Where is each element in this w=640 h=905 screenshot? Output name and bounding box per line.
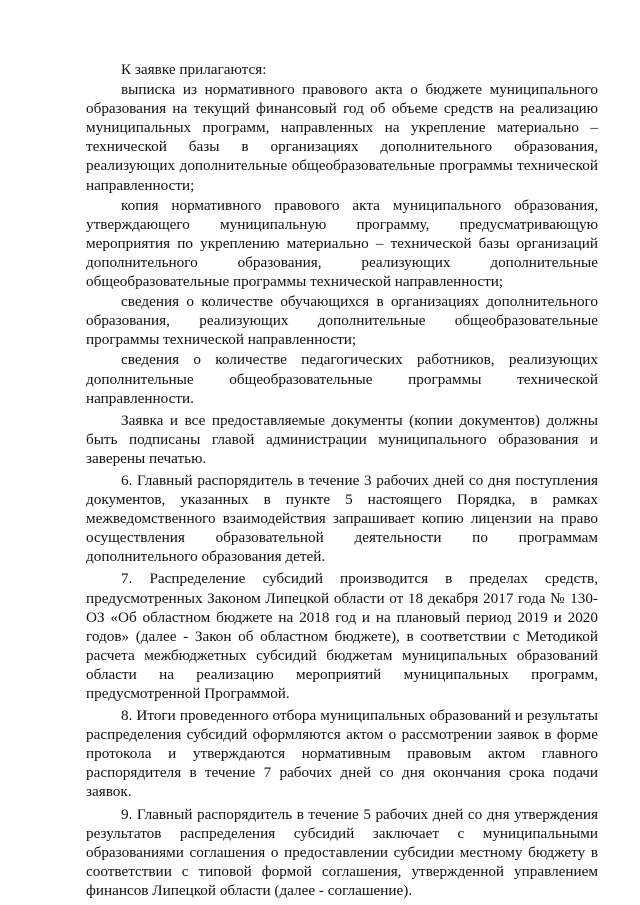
attachment-teachers-info: сведения о количестве педагогических работников, реализующих дополнительные общеобразовательные программы технической направленности. <box>86 351 598 407</box>
paragraph-item-7: 7. Распределение субсидий производится в пределах средств, предусмотренных Законом Липецкой области от 18 декабря 2017 года № 130-ОЗ «Об областном бюджете на 2018 год и на плановый период 2019 и 2020 годов» (далее - Закон об областном бюджете), в соответствии с Методикой расчета межбюджетных субсидий бюджетам муниципальных образований области на реализацию мероприятий муниципальных программ, предусмотренной Программой. <box>86 570 598 702</box>
document-body <box>86 60 598 903</box>
paragraph-item-8: 8. Итоги проведенного отбора муниципальных образований и результаты распределения субсидий оформляются актом о рассмотрении заявок в форме протокола и утверждаются нормативным правовым актом главного распорядителя в течение 7 рабочих дней со дня окончания срока подачи заявок. <box>86 707 598 801</box>
paragraph-item-9: 9. Главный распорядитель в течение 5 рабочих дней со дня утверждения результатов распределения субсидий заключает с муниципальными образованиями соглашения о предоставлении субсидии местному бюджету в соответствии с типовой формой соглашения, утвержденной управлением финансов Липецкой области (далее - соглашение). <box>86 805 598 899</box>
attachment-budget-extract: выписка из нормативного правового акта о бюджете муниципального образования на текущий финансовый год об объеме средств на реализацию муниципальных программ, направленных на укрепление материально – технической базы в организациях дополнительного образования, реализующих дополнительные общеобразовательные программы технической направленности; <box>86 81 598 194</box>
attachments-heading: К заявке прилагаются: <box>121 61 267 78</box>
paragraph-item-6: 6. Главный распорядитель в течение 3 рабочих дней со дня поступления документов, указанных в пункте 5 настоящего Порядка, в рамках межведомственного взаимодействия запрашивает копию лицензии на право осуществления образовательной деятельности по программам дополнительного образования детей. <box>86 471 598 566</box>
attachment-program-act-copy: копия нормативного правового акта муниципального образования, утверждающего муниципальную программу, предусматривающую мероприятия по укреплению материально – технической базы организаций дополнительного образования, реализующих дополнительные общеобразовательные программы технической направленности; <box>86 196 598 291</box>
attachment-students-info: сведения о количестве обучающихся в организациях дополнительного образования, реализующих дополнительные общеобразовательные программы технической направленности; <box>86 293 598 349</box>
paragraph-signature-requirement: Заявка и все предоставляемые документы (копии документов) должны быть подписаны главой администрации муниципального образования и заверены печатью. <box>86 411 598 467</box>
